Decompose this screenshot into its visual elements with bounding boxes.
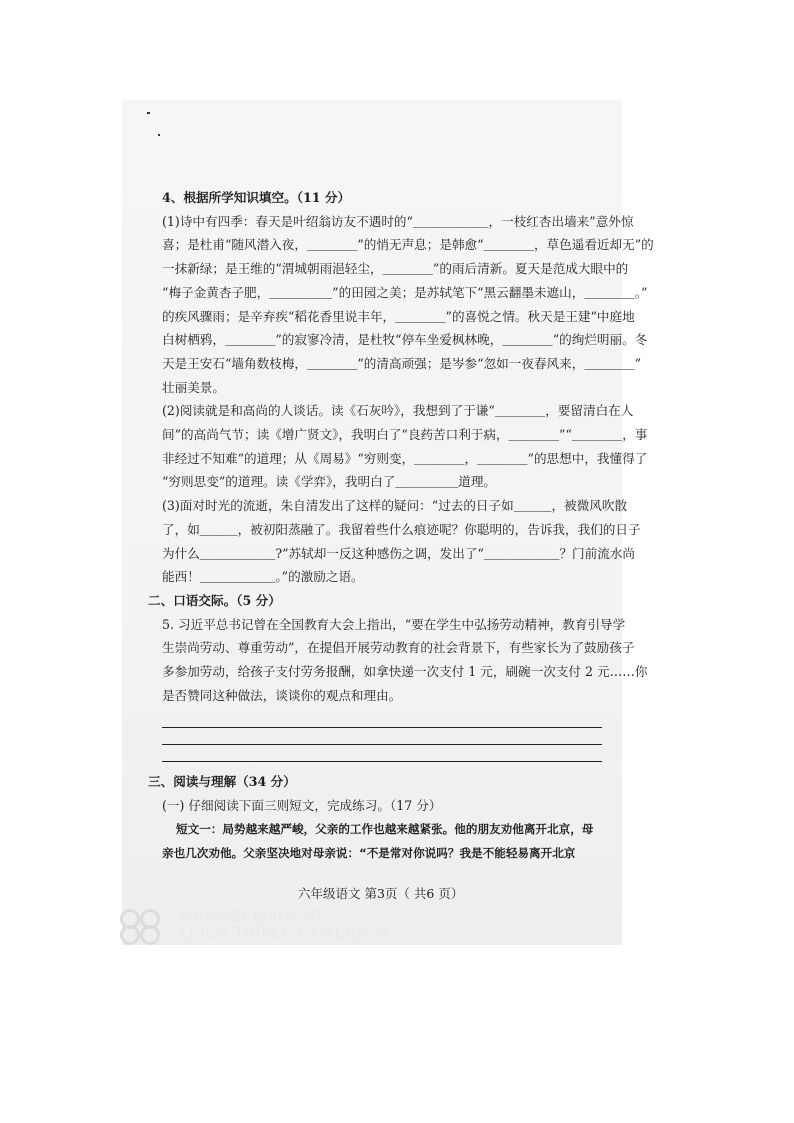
section-3-title: 三、阅读与理解（34 分） — [148, 774, 296, 790]
q4-p2-line: 间”的高尚气节；读《增广贤文》，我明白了“良药苦口利于病，＿＿＿＿”“＿＿＿＿，事 — [162, 427, 648, 443]
q4-p2-line: (2)阅读就是和高尚的人谈话。读《石灰吟》，我想到了于谦“＿＿＿＿，要留清白在人 — [162, 403, 634, 419]
answer-line[interactable] — [162, 744, 602, 745]
q4-p1-line: (1)诗中有四季：春天是叶绍翁访友不遇时的“＿＿＿＿＿＿，一枝红杏出墙来”意外惊 — [162, 213, 634, 229]
camera-watermark — [120, 905, 440, 945]
q4-p1-line: 白树栖鸦，＿＿＿＿”的寂寥冷清，是杜牧“停车坐爱枫林晚，＿＿＿＿”的绚烂明丽。冬 — [162, 332, 648, 348]
camera-logo-icon — [120, 909, 172, 943]
scan-speck — [158, 134, 160, 136]
q4-p1-line: 天是王安石“墙角数枝梅，＿＿＿＿”的清高顽强；是岑参“忽如一夜春风来，＿＿＿＿” — [162, 355, 642, 371]
passage-line: 短文一：局势越来越严峻，父亲的工作也越来越紧张。他的朋友劝他离开北京，母 — [176, 821, 594, 836]
q4-p1-line: 一抹新绿；是王维的“渭城朝雨浥轻尘，＿＿＿＿”的雨后清新。夏天是范成大眼中的 — [162, 261, 629, 277]
passage-1 — [162, 818, 608, 865]
q4-part2 — [162, 399, 648, 494]
answer-line[interactable] — [162, 761, 602, 762]
q5-answer-area[interactable] — [162, 707, 608, 762]
q4-title: 4、根据所学知识填空。（11 分） — [162, 190, 351, 205]
section-3-sub1: (一) 仔细阅读下面三则短文，完成练习。（17 分） — [162, 798, 442, 814]
q4-p3-line: 为什么＿＿＿＿＿＿?”苏轼却一反这种感伤之调，发出了“＿＿＿＿＿＿？门前流水尚 — [162, 545, 636, 561]
q4-p2-line: “穷则思变”的道理。读《学弈》，我明白了＿＿＿＿＿道理。 — [162, 474, 497, 490]
exam-content — [148, 186, 654, 865]
q4-p1-line: 喜；是杜甫“随风潜入夜，＿＿＿＿”的悄无声息；是韩愈“＿＿＿＿，草色遥看近却无”的 — [162, 237, 654, 253]
page-footer: 六年级语文 第3页（ 共6 页） — [298, 886, 464, 901]
q5-line: 生崇尚劳动、尊重劳动”，在提倡开展劳动教育的社会背景下，有些家长为了鼓励孩子 — [162, 640, 635, 656]
watermark-line1: HUAWEI Mate 20 — [180, 906, 322, 925]
q5 — [162, 613, 648, 708]
q4-p3-line: (3)面对时光的流逝，朱自清发出了这样的疑问：“过去的日子如＿＿＿，被微风吹散 — [162, 498, 628, 514]
q4-p2-line: 非经过不知难”的道理；从《周易》“穷则变，＿＿＿＿，＿＿＿＿”的思想中，我懂得了 — [162, 450, 648, 466]
q4-p3-line: 能西！＿＿＿＿＿＿。”的激励之语。 — [162, 569, 364, 585]
q5-line: 多参加劳动，给孩子支付劳务报酬，如拿快递一次支付 1 元，刷碗一次支付 2 元……你 — [162, 664, 648, 680]
watermark-text — [180, 907, 390, 941]
watermark-line2: LEICA TRIPLE CAMERA AI — [180, 923, 390, 942]
passage-line: 亲也几次劝他。父亲坚决地对母亲说：“不是常对你说吗？我是不能轻易离开北京 — [162, 845, 576, 860]
q4-part1 — [162, 210, 654, 400]
scan-speck — [147, 112, 150, 114]
q4-part3 — [162, 494, 641, 589]
q5-line: 5. 习近平总书记曾在全国教育大会上指出，“要在学生中弘扬劳动精神，教育引导学 — [162, 616, 626, 632]
answer-line[interactable] — [162, 727, 602, 728]
section-2-title: 二、口语交际。（5 分） — [148, 592, 281, 608]
q4-p1-line: 的疾风骤雨；是辛弃疾“稻花香里说丰年，＿＿＿＿”的喜悦之情。秋天是王建“中庭地 — [162, 308, 635, 324]
q4-p3-line: 了，如＿＿＿，被初阳蒸融了。我留着些什么痕迹呢？你聪明的，告诉我，我们的日子 — [162, 521, 641, 537]
q4-p1-line: “梅子金黄杏子肥，＿＿＿＿＿”的田园之美；是苏轼笔下“黑云翻墨未遮山，＿＿＿＿。” — [162, 284, 648, 300]
q4-p1-line: 壮丽美景。 — [162, 379, 225, 395]
q5-line: 是否赞同这种做法，谈谈你的观点和理由。 — [162, 687, 402, 703]
